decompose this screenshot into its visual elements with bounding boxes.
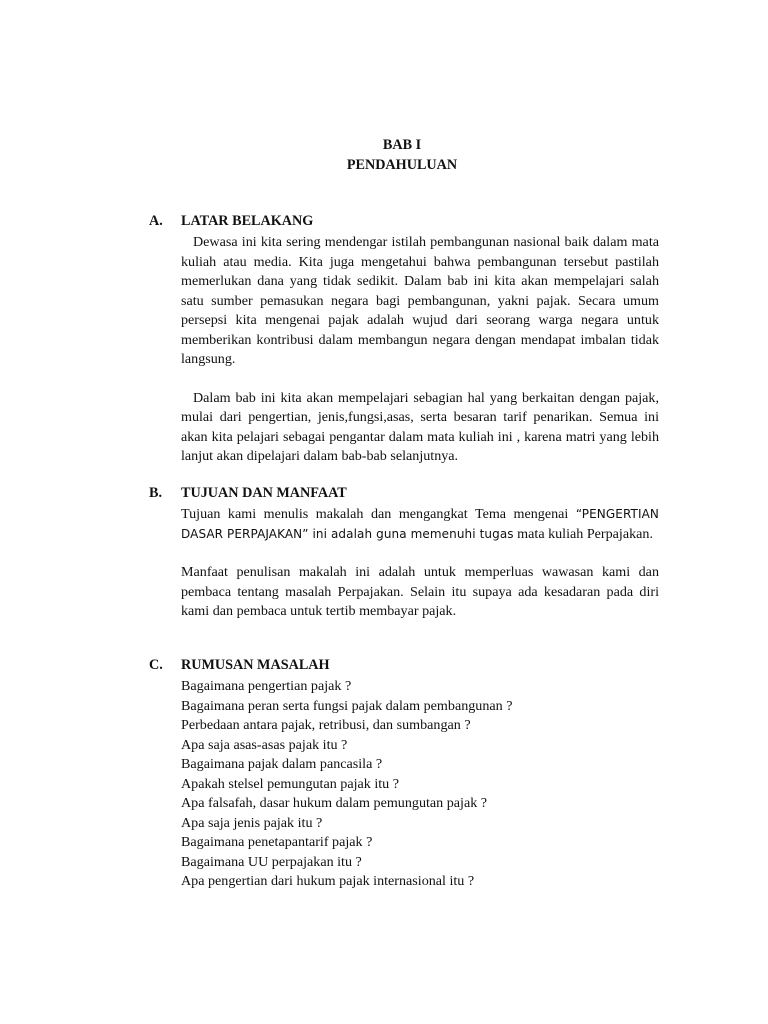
question-item: Bagaimana penetapantarif pajak ? [181,834,373,850]
paragraph-text: Tujuan kami menulis makalah dan mengangkat Tema mengenai [181,506,576,522]
question-item: Bagaimana pengertian pajak ? [181,678,352,694]
question-item: Bagaimana peran serta fungsi pajak dalam pembangunan ? [181,697,513,714]
section-tujuan-dan-manfaat [149,485,669,622]
section-heading [149,657,669,677]
paragraph: Dalam bab ini kita akan mempelajari sebagian hal yang berkaitan dengan pajak, mulai dari pengertian, jenis,fungsi,asas, serta besaran tarif penarikan. Semua ini akan kita pelajari sebagai pengantar dalam mata kuliah ini , karena matri yang lebih lanjut akan dipelajari dalam bab-bab selanjutnya. [181,389,659,464]
question-item: Bagaimana UU perpajakan itu ? [181,853,362,870]
chapter-title: PENDAHULUAN [346,157,458,173]
question-item: Apa pengertian dari hukum pajak internasional itu ? [181,873,475,889]
question-item: Apa saja jenis pajak itu ? [181,814,323,831]
section-heading [149,213,669,233]
question-item: Bagaimana pajak dalam pancasila ? [181,756,383,772]
section-latar-belakang [149,213,669,467]
question-item: Apa falsafah, dasar hukum dalam pemungutan pajak ? [181,795,488,811]
question-item: Apakah stelsel pemungutan pajak itu ? [181,775,399,792]
section-letter: C. [149,657,163,673]
section-heading [149,485,669,505]
chapter-label: BAB I [382,137,422,153]
section-title: RUMUSAN MASALAH [181,657,330,673]
paragraph: Manfaat penulisan makalah ini adalah untuk memperluas wawasan kami dan pembaca tentang masalah Perpajakan. Selain itu supaya ada kesadaran pada diri kami dan pembaca untuk tertib membayar pajak. [181,564,659,619]
question-item: Apa saja asas-asas pajak itu ? [181,736,348,753]
section-title: TUJUAN DAN MANFAAT [181,485,347,501]
paragraph-text: mata kuliah Perpajakan. [513,525,653,542]
section-letter: B. [149,485,163,501]
section-title: LATAR BELAKANG [181,213,314,229]
question-list [181,677,669,892]
question-item: Perbedaan antara pajak, retribusi, dan sumbangan ? [181,717,471,733]
paragraph-text-sans: “PENGERTIAN DASAR PERPAJAKAN” ini adalah guna memenuhi tugas [181,507,659,541]
section-letter: A. [149,213,163,229]
paragraph [181,505,659,544]
section-rumusan-masalah [149,657,669,892]
paragraph: Dewasa ini kita sering mendengar istilah pembangunan nasional baik dalam mata kuliah atau media. Kita juga mengetahui bahwa pembangunan tersebut pastilah memerlukan dana yang tidak sedikit. Dalam bab ini kita akan mempelajari salah satu sumber pemasukan negara bagi pembangunan, yakni pajak. Secara umum persepsi kita mengenai pajak adalah wujud dari seorang warga negara untuk memberikan kontribusi dalam membangun negara dengan mendapat imbalan tidak langsung. [181,234,659,367]
